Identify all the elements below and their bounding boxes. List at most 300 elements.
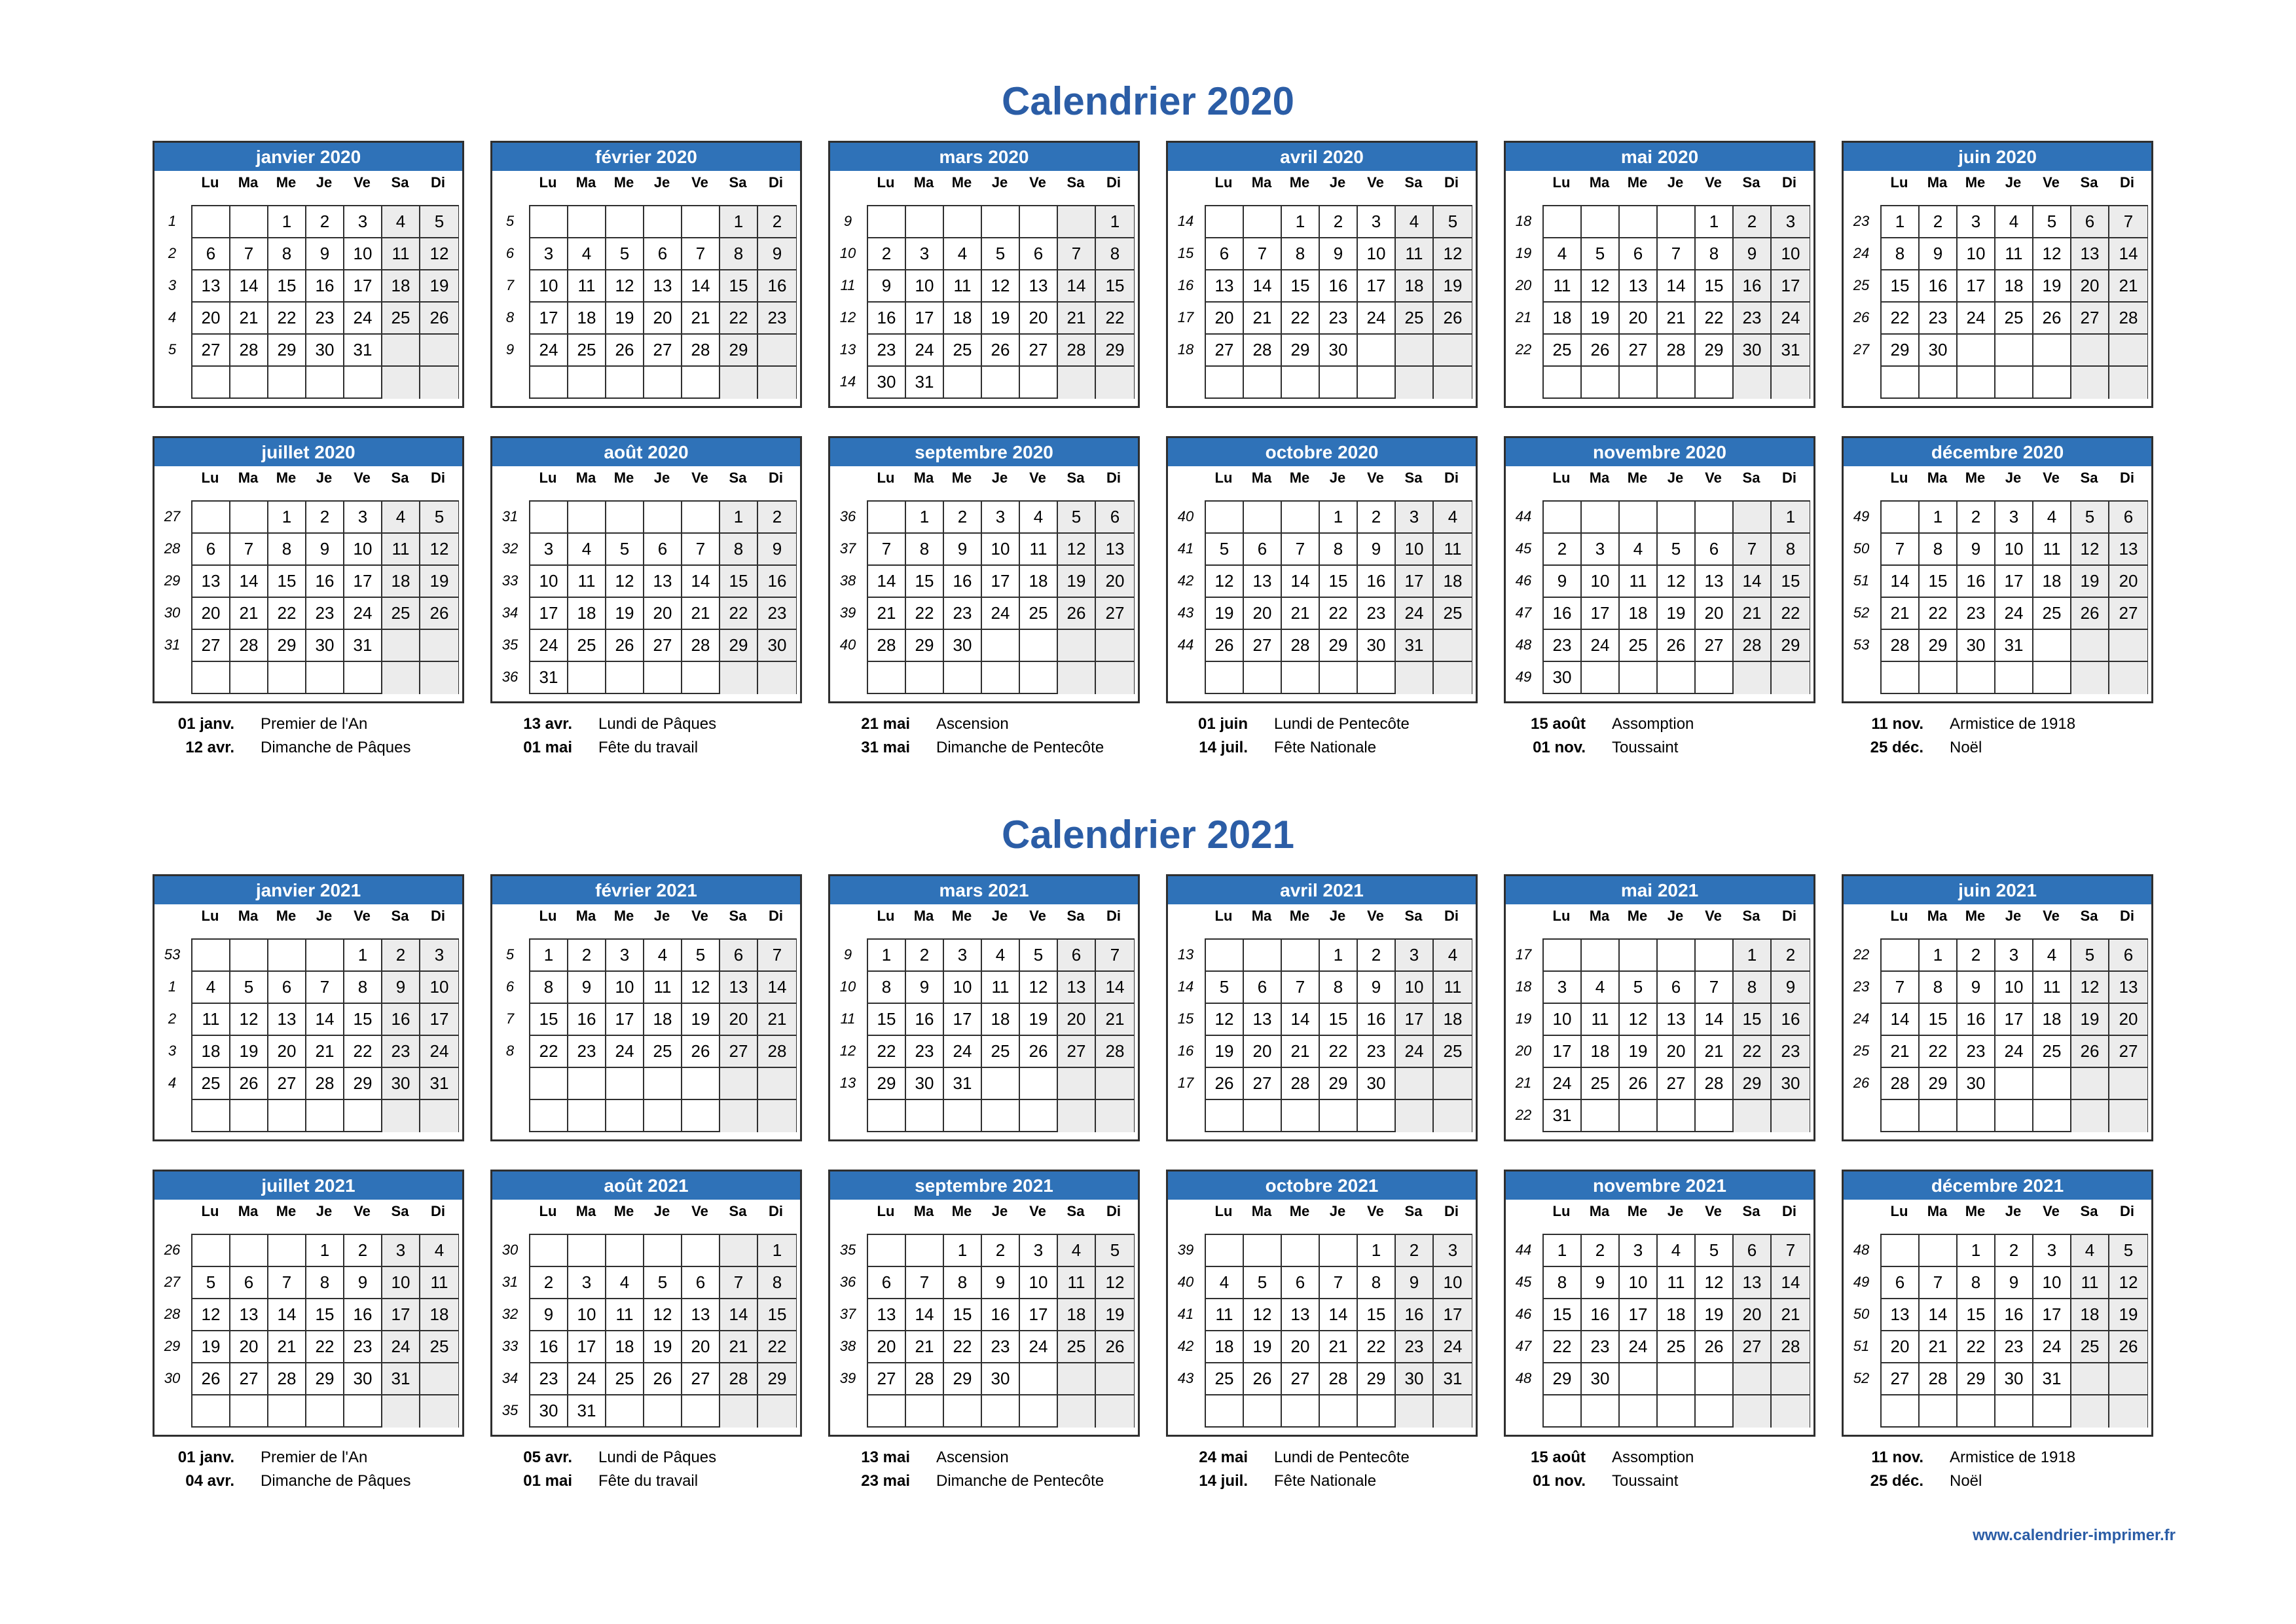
- day-cell[interactable]: 1: [268, 206, 306, 238]
- day-cell[interactable]: 9: [1958, 534, 1995, 566]
- day-cell[interactable]: 5: [192, 1267, 230, 1299]
- day-cell[interactable]: 12: [1620, 1004, 1658, 1036]
- day-cell[interactable]: 10: [568, 1299, 606, 1331]
- day-cell[interactable]: 9: [1772, 972, 1810, 1004]
- day-cell[interactable]: 23: [1958, 598, 1995, 630]
- day-cell[interactable]: 11: [2033, 534, 2071, 566]
- day-cell[interactable]: 24: [1958, 303, 1995, 335]
- day-cell[interactable]: 21: [1696, 1036, 1734, 1068]
- day-cell[interactable]: 22: [1696, 303, 1734, 335]
- day-cell[interactable]: 14: [268, 1299, 306, 1331]
- day-cell[interactable]: 10: [1958, 238, 1995, 270]
- day-cell[interactable]: 3: [344, 502, 382, 534]
- day-cell[interactable]: 15: [1772, 566, 1810, 598]
- day-cell[interactable]: 18: [568, 598, 606, 630]
- day-cell[interactable]: 30: [530, 1395, 568, 1428]
- day-cell[interactable]: 16: [868, 303, 906, 335]
- day-cell[interactable]: 30: [944, 630, 982, 662]
- day-cell[interactable]: 30: [344, 1363, 382, 1395]
- day-cell[interactable]: 27: [1658, 1068, 1696, 1100]
- day-cell[interactable]: 12: [1020, 972, 1058, 1004]
- day-cell[interactable]: 8: [868, 972, 906, 1004]
- day-cell[interactable]: 18: [1620, 598, 1658, 630]
- day-cell[interactable]: 19: [1206, 1036, 1244, 1068]
- day-cell[interactable]: 3: [1582, 534, 1620, 566]
- day-cell[interactable]: 8: [944, 1267, 982, 1299]
- day-cell[interactable]: 21: [1772, 1299, 1810, 1331]
- day-cell[interactable]: 16: [344, 1299, 382, 1331]
- day-cell[interactable]: 19: [644, 1331, 682, 1363]
- day-cell[interactable]: 10: [1358, 238, 1396, 270]
- day-cell[interactable]: 8: [344, 972, 382, 1004]
- day-cell[interactable]: 18: [2033, 566, 2071, 598]
- day-cell[interactable]: 1: [1920, 502, 1958, 534]
- day-cell[interactable]: 27: [1020, 335, 1058, 367]
- day-cell[interactable]: 13: [1696, 566, 1734, 598]
- day-cell[interactable]: 8: [306, 1267, 344, 1299]
- day-cell[interactable]: 19: [1620, 1036, 1658, 1068]
- day-cell[interactable]: 6: [1058, 940, 1096, 972]
- day-cell[interactable]: 17: [530, 598, 568, 630]
- day-cell[interactable]: 7: [1282, 534, 1320, 566]
- day-cell[interactable]: 1: [720, 502, 758, 534]
- day-cell[interactable]: 9: [1734, 238, 1772, 270]
- day-cell[interactable]: 27: [1882, 1363, 1920, 1395]
- day-cell[interactable]: 7: [868, 534, 906, 566]
- day-cell[interactable]: 10: [906, 270, 944, 303]
- day-cell[interactable]: 30: [758, 630, 796, 662]
- day-cell[interactable]: 2: [306, 502, 344, 534]
- day-cell[interactable]: 16: [906, 1004, 944, 1036]
- day-cell[interactable]: 16: [1958, 1004, 1995, 1036]
- day-cell[interactable]: 14: [1096, 972, 1134, 1004]
- day-cell[interactable]: 17: [906, 303, 944, 335]
- day-cell[interactable]: 6: [720, 940, 758, 972]
- day-cell[interactable]: 29: [1958, 1363, 1995, 1395]
- day-cell[interactable]: 12: [606, 270, 644, 303]
- day-cell[interactable]: 13: [1244, 566, 1282, 598]
- day-cell[interactable]: 20: [644, 598, 682, 630]
- day-cell[interactable]: 7: [1096, 940, 1134, 972]
- day-cell[interactable]: 20: [682, 1331, 720, 1363]
- day-cell[interactable]: 12: [1058, 534, 1096, 566]
- day-cell[interactable]: 9: [306, 534, 344, 566]
- day-cell[interactable]: 27: [1734, 1331, 1772, 1363]
- day-cell[interactable]: 22: [868, 1036, 906, 1068]
- day-cell[interactable]: 6: [1658, 972, 1696, 1004]
- day-cell[interactable]: 19: [2071, 1004, 2109, 1036]
- day-cell[interactable]: 16: [1958, 566, 1995, 598]
- day-cell[interactable]: 9: [906, 972, 944, 1004]
- day-cell[interactable]: 26: [1244, 1363, 1282, 1395]
- day-cell[interactable]: 6: [1696, 534, 1734, 566]
- day-cell[interactable]: 17: [344, 566, 382, 598]
- day-cell[interactable]: 25: [1434, 1036, 1472, 1068]
- day-cell[interactable]: 26: [192, 1363, 230, 1395]
- day-cell[interactable]: 22: [1920, 598, 1958, 630]
- day-cell[interactable]: 28: [758, 1036, 796, 1068]
- day-cell[interactable]: 28: [1882, 1068, 1920, 1100]
- day-cell[interactable]: 2: [1582, 1235, 1620, 1267]
- day-cell[interactable]: 19: [192, 1331, 230, 1363]
- day-cell[interactable]: 17: [1396, 1004, 1434, 1036]
- day-cell[interactable]: 24: [1434, 1331, 1472, 1363]
- day-cell[interactable]: 28: [682, 630, 720, 662]
- day-cell[interactable]: 26: [2071, 598, 2109, 630]
- day-cell[interactable]: 13: [644, 270, 682, 303]
- day-cell[interactable]: 24: [606, 1036, 644, 1068]
- day-cell[interactable]: 14: [868, 566, 906, 598]
- day-cell[interactable]: 23: [1958, 1036, 1995, 1068]
- day-cell[interactable]: 5: [1206, 534, 1244, 566]
- day-cell[interactable]: 24: [420, 1036, 458, 1068]
- day-cell[interactable]: 11: [1396, 238, 1434, 270]
- day-cell[interactable]: 9: [1358, 534, 1396, 566]
- day-cell[interactable]: 1: [758, 1235, 796, 1267]
- day-cell[interactable]: 22: [1544, 1331, 1582, 1363]
- day-cell[interactable]: 20: [1244, 598, 1282, 630]
- day-cell[interactable]: 14: [1282, 566, 1320, 598]
- day-cell[interactable]: 25: [420, 1331, 458, 1363]
- day-cell[interactable]: 3: [2033, 1235, 2071, 1267]
- day-cell[interactable]: 23: [758, 303, 796, 335]
- day-cell[interactable]: 14: [720, 1299, 758, 1331]
- day-cell[interactable]: 27: [1244, 1068, 1282, 1100]
- day-cell[interactable]: 21: [720, 1331, 758, 1363]
- day-cell[interactable]: 23: [906, 1036, 944, 1068]
- day-cell[interactable]: 12: [1582, 270, 1620, 303]
- day-cell[interactable]: 6: [644, 238, 682, 270]
- day-cell[interactable]: 18: [420, 1299, 458, 1331]
- day-cell[interactable]: 1: [906, 502, 944, 534]
- day-cell[interactable]: 17: [1358, 270, 1396, 303]
- day-cell[interactable]: 12: [1434, 238, 1472, 270]
- day-cell[interactable]: 5: [2071, 502, 2109, 534]
- day-cell[interactable]: 25: [1434, 598, 1472, 630]
- day-cell[interactable]: 11: [2033, 972, 2071, 1004]
- day-cell[interactable]: 3: [530, 238, 568, 270]
- day-cell[interactable]: 10: [1995, 972, 2033, 1004]
- day-cell[interactable]: 10: [530, 566, 568, 598]
- day-cell[interactable]: 17: [1544, 1036, 1582, 1068]
- day-cell[interactable]: 31: [420, 1068, 458, 1100]
- day-cell[interactable]: 13: [1206, 270, 1244, 303]
- day-cell[interactable]: 28: [1058, 335, 1096, 367]
- day-cell[interactable]: 23: [382, 1036, 420, 1068]
- day-cell[interactable]: 10: [944, 972, 982, 1004]
- day-cell[interactable]: 10: [1396, 972, 1434, 1004]
- day-cell[interactable]: 27: [230, 1363, 268, 1395]
- day-cell[interactable]: 28: [1282, 630, 1320, 662]
- day-cell[interactable]: 22: [306, 1331, 344, 1363]
- day-cell[interactable]: 6: [1244, 534, 1282, 566]
- day-cell[interactable]: 8: [1696, 238, 1734, 270]
- day-cell[interactable]: 13: [1658, 1004, 1696, 1036]
- day-cell[interactable]: 1: [344, 940, 382, 972]
- day-cell[interactable]: 18: [1058, 1299, 1096, 1331]
- day-cell[interactable]: 15: [268, 566, 306, 598]
- day-cell[interactable]: 21: [230, 598, 268, 630]
- day-cell[interactable]: 6: [1206, 238, 1244, 270]
- day-cell[interactable]: 4: [568, 534, 606, 566]
- day-cell[interactable]: 8: [1772, 534, 1810, 566]
- day-cell[interactable]: 31: [906, 367, 944, 399]
- day-cell[interactable]: 3: [982, 502, 1020, 534]
- day-cell[interactable]: 25: [2033, 598, 2071, 630]
- day-cell[interactable]: 27: [192, 630, 230, 662]
- day-cell[interactable]: 9: [1396, 1267, 1434, 1299]
- day-cell[interactable]: 25: [192, 1068, 230, 1100]
- day-cell[interactable]: 1: [1096, 206, 1134, 238]
- day-cell[interactable]: 17: [530, 303, 568, 335]
- day-cell[interactable]: 24: [2033, 1331, 2071, 1363]
- day-cell[interactable]: 1: [720, 206, 758, 238]
- day-cell[interactable]: 27: [1282, 1363, 1320, 1395]
- day-cell[interactable]: 13: [1058, 972, 1096, 1004]
- day-cell[interactable]: 5: [1620, 972, 1658, 1004]
- day-cell[interactable]: 24: [906, 335, 944, 367]
- day-cell[interactable]: 15: [1958, 1299, 1995, 1331]
- day-cell[interactable]: 25: [568, 335, 606, 367]
- day-cell[interactable]: 4: [1206, 1267, 1244, 1299]
- day-cell[interactable]: 21: [1282, 1036, 1320, 1068]
- day-cell[interactable]: 5: [1582, 238, 1620, 270]
- day-cell[interactable]: 1: [530, 940, 568, 972]
- day-cell[interactable]: 11: [982, 972, 1020, 1004]
- day-cell[interactable]: 26: [1206, 1068, 1244, 1100]
- day-cell[interactable]: 8: [1320, 972, 1358, 1004]
- day-cell[interactable]: 6: [1096, 502, 1134, 534]
- day-cell[interactable]: 10: [1772, 238, 1810, 270]
- day-cell[interactable]: 25: [982, 1036, 1020, 1068]
- day-cell[interactable]: 6: [1020, 238, 1058, 270]
- day-cell[interactable]: 26: [1058, 598, 1096, 630]
- day-cell[interactable]: 4: [1434, 502, 1472, 534]
- day-cell[interactable]: 20: [1696, 598, 1734, 630]
- day-cell[interactable]: 4: [1658, 1235, 1696, 1267]
- day-cell[interactable]: 20: [1658, 1036, 1696, 1068]
- day-cell[interactable]: 23: [1772, 1036, 1810, 1068]
- day-cell[interactable]: 8: [720, 238, 758, 270]
- day-cell[interactable]: 24: [344, 598, 382, 630]
- day-cell[interactable]: 27: [868, 1363, 906, 1395]
- day-cell[interactable]: 16: [568, 1004, 606, 1036]
- day-cell[interactable]: 18: [382, 566, 420, 598]
- day-cell[interactable]: 19: [1434, 270, 1472, 303]
- day-cell[interactable]: 24: [1396, 598, 1434, 630]
- day-cell[interactable]: 24: [1358, 303, 1396, 335]
- day-cell[interactable]: 14: [1244, 270, 1282, 303]
- day-cell[interactable]: 1: [1320, 502, 1358, 534]
- day-cell[interactable]: 7: [1882, 534, 1920, 566]
- day-cell[interactable]: 28: [1658, 335, 1696, 367]
- day-cell[interactable]: 13: [1882, 1299, 1920, 1331]
- day-cell[interactable]: 31: [1434, 1363, 1472, 1395]
- day-cell[interactable]: 13: [720, 972, 758, 1004]
- day-cell[interactable]: 29: [1696, 335, 1734, 367]
- day-cell[interactable]: 11: [568, 270, 606, 303]
- day-cell[interactable]: 7: [1244, 238, 1282, 270]
- day-cell[interactable]: 29: [1882, 335, 1920, 367]
- day-cell[interactable]: 10: [530, 270, 568, 303]
- day-cell[interactable]: 13: [268, 1004, 306, 1036]
- day-cell[interactable]: 15: [1544, 1299, 1582, 1331]
- day-cell[interactable]: 20: [1282, 1331, 1320, 1363]
- day-cell[interactable]: 7: [306, 972, 344, 1004]
- day-cell[interactable]: 26: [606, 335, 644, 367]
- day-cell[interactable]: 27: [1058, 1036, 1096, 1068]
- day-cell[interactable]: 6: [2071, 206, 2109, 238]
- day-cell[interactable]: 30: [1958, 630, 1995, 662]
- day-cell[interactable]: 1: [1320, 940, 1358, 972]
- day-cell[interactable]: 18: [1396, 270, 1434, 303]
- day-cell[interactable]: 22: [1096, 303, 1134, 335]
- day-cell[interactable]: 24: [1772, 303, 1810, 335]
- day-cell[interactable]: 20: [720, 1004, 758, 1036]
- day-cell[interactable]: 31: [2033, 1363, 2071, 1395]
- day-cell[interactable]: 15: [1320, 1004, 1358, 1036]
- day-cell[interactable]: 16: [982, 1299, 1020, 1331]
- day-cell[interactable]: 8: [1958, 1267, 1995, 1299]
- day-cell[interactable]: 14: [682, 270, 720, 303]
- day-cell[interactable]: 2: [1772, 940, 1810, 972]
- day-cell[interactable]: 27: [268, 1068, 306, 1100]
- day-cell[interactable]: 20: [268, 1036, 306, 1068]
- day-cell[interactable]: 2: [344, 1235, 382, 1267]
- day-cell[interactable]: 11: [606, 1299, 644, 1331]
- day-cell[interactable]: 26: [1096, 1331, 1134, 1363]
- day-cell[interactable]: 30: [982, 1363, 1020, 1395]
- day-cell[interactable]: 11: [1995, 238, 2033, 270]
- day-cell[interactable]: 16: [1920, 270, 1958, 303]
- day-cell[interactable]: 7: [906, 1267, 944, 1299]
- day-cell[interactable]: 14: [906, 1299, 944, 1331]
- day-cell[interactable]: 11: [568, 566, 606, 598]
- day-cell[interactable]: 19: [982, 303, 1020, 335]
- day-cell[interactable]: 1: [1958, 1235, 1995, 1267]
- day-cell[interactable]: 21: [1920, 1331, 1958, 1363]
- day-cell[interactable]: 3: [382, 1235, 420, 1267]
- day-cell[interactable]: 7: [268, 1267, 306, 1299]
- day-cell[interactable]: 17: [1958, 270, 1995, 303]
- day-cell[interactable]: 20: [192, 598, 230, 630]
- day-cell[interactable]: 24: [1396, 1036, 1434, 1068]
- day-cell[interactable]: 25: [568, 630, 606, 662]
- day-cell[interactable]: 15: [1734, 1004, 1772, 1036]
- day-cell[interactable]: 20: [644, 303, 682, 335]
- day-cell[interactable]: 22: [758, 1331, 796, 1363]
- day-cell[interactable]: 27: [644, 630, 682, 662]
- day-cell[interactable]: 28: [1282, 1068, 1320, 1100]
- day-cell[interactable]: 1: [1882, 206, 1920, 238]
- day-cell[interactable]: 22: [1734, 1036, 1772, 1068]
- day-cell[interactable]: 29: [1544, 1363, 1582, 1395]
- day-cell[interactable]: 25: [1620, 630, 1658, 662]
- day-cell[interactable]: 21: [1658, 303, 1696, 335]
- day-cell[interactable]: 1: [1544, 1235, 1582, 1267]
- day-cell[interactable]: 12: [1096, 1267, 1134, 1299]
- day-cell[interactable]: 25: [644, 1036, 682, 1068]
- day-cell[interactable]: 3: [568, 1267, 606, 1299]
- day-cell[interactable]: 11: [944, 270, 982, 303]
- day-cell[interactable]: 5: [1058, 502, 1096, 534]
- day-cell[interactable]: 21: [682, 598, 720, 630]
- day-cell[interactable]: 2: [382, 940, 420, 972]
- day-cell[interactable]: 16: [758, 270, 796, 303]
- day-cell[interactable]: 4: [644, 940, 682, 972]
- day-cell[interactable]: 3: [1958, 206, 1995, 238]
- day-cell[interactable]: 28: [268, 1363, 306, 1395]
- day-cell[interactable]: 8: [1544, 1267, 1582, 1299]
- day-cell[interactable]: 3: [1620, 1235, 1658, 1267]
- day-cell[interactable]: 14: [2109, 238, 2147, 270]
- day-cell[interactable]: 29: [906, 630, 944, 662]
- day-cell[interactable]: 22: [530, 1036, 568, 1068]
- day-cell[interactable]: 5: [982, 238, 1020, 270]
- day-cell[interactable]: 7: [2109, 206, 2147, 238]
- day-cell[interactable]: 29: [868, 1068, 906, 1100]
- day-cell[interactable]: 30: [1582, 1363, 1620, 1395]
- day-cell[interactable]: 27: [2109, 598, 2147, 630]
- day-cell[interactable]: 3: [1020, 1235, 1058, 1267]
- day-cell[interactable]: 9: [758, 534, 796, 566]
- day-cell[interactable]: 3: [1434, 1235, 1472, 1267]
- day-cell[interactable]: 17: [1995, 1004, 2033, 1036]
- day-cell[interactable]: 29: [1320, 1068, 1358, 1100]
- day-cell[interactable]: 31: [382, 1363, 420, 1395]
- day-cell[interactable]: 20: [2109, 1004, 2147, 1036]
- day-cell[interactable]: 28: [1096, 1036, 1134, 1068]
- day-cell[interactable]: 1: [868, 940, 906, 972]
- day-cell[interactable]: 21: [1244, 303, 1282, 335]
- day-cell[interactable]: 7: [1734, 534, 1772, 566]
- day-cell[interactable]: 3: [1358, 206, 1396, 238]
- day-cell[interactable]: 26: [1620, 1068, 1658, 1100]
- day-cell[interactable]: 28: [230, 630, 268, 662]
- day-cell[interactable]: 24: [382, 1331, 420, 1363]
- day-cell[interactable]: 22: [1882, 303, 1920, 335]
- day-cell[interactable]: 16: [1358, 566, 1396, 598]
- day-cell[interactable]: 29: [1772, 630, 1810, 662]
- day-cell[interactable]: 19: [606, 598, 644, 630]
- day-cell[interactable]: 19: [2071, 566, 2109, 598]
- day-cell[interactable]: 20: [1058, 1004, 1096, 1036]
- day-cell[interactable]: 5: [2033, 206, 2071, 238]
- day-cell[interactable]: 3: [1772, 206, 1810, 238]
- day-cell[interactable]: 17: [382, 1299, 420, 1331]
- day-cell[interactable]: 9: [868, 270, 906, 303]
- day-cell[interactable]: 1: [306, 1235, 344, 1267]
- day-cell[interactable]: 27: [1696, 630, 1734, 662]
- day-cell[interactable]: 8: [268, 238, 306, 270]
- day-cell[interactable]: 11: [1544, 270, 1582, 303]
- day-cell[interactable]: 17: [606, 1004, 644, 1036]
- day-cell[interactable]: 26: [606, 630, 644, 662]
- day-cell[interactable]: 29: [1734, 1068, 1772, 1100]
- day-cell[interactable]: 12: [682, 972, 720, 1004]
- day-cell[interactable]: 18: [1206, 1331, 1244, 1363]
- day-cell[interactable]: 14: [758, 972, 796, 1004]
- day-cell[interactable]: 27: [1620, 335, 1658, 367]
- day-cell[interactable]: 15: [530, 1004, 568, 1036]
- day-cell[interactable]: 6: [230, 1267, 268, 1299]
- day-cell[interactable]: 13: [2071, 238, 2109, 270]
- day-cell[interactable]: 2: [1396, 1235, 1434, 1267]
- day-cell[interactable]: 4: [1396, 206, 1434, 238]
- day-cell[interactable]: 1: [1734, 940, 1772, 972]
- day-cell[interactable]: 10: [2033, 1267, 2071, 1299]
- day-cell[interactable]: 29: [1096, 335, 1134, 367]
